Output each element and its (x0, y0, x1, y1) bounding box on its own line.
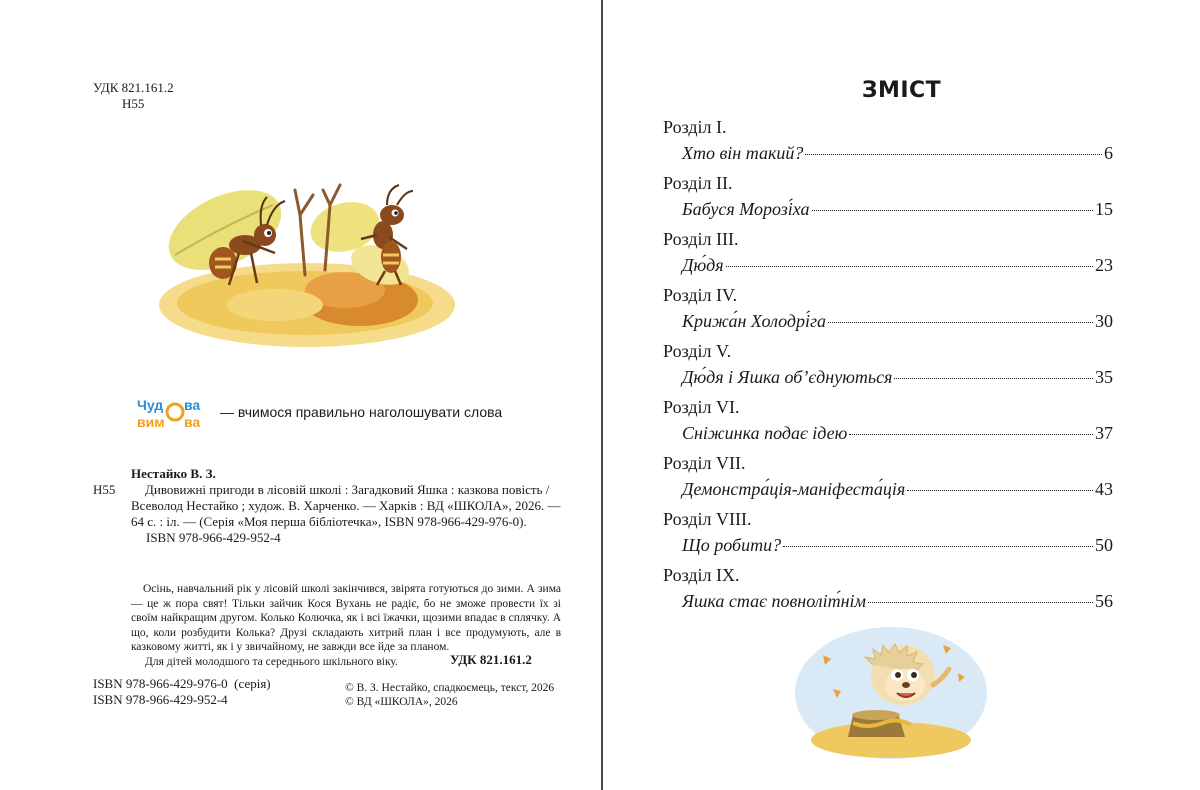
toc-chapter-name: Хто він такий? (682, 143, 804, 163)
toc-title: ЗМІСТ (861, 78, 942, 103)
toc-section: Розділ IX. (663, 565, 740, 585)
toc-leader (805, 154, 1102, 155)
toc-item[interactable] (663, 565, 1113, 621)
toc-page-number: 56 (1095, 591, 1113, 611)
toc-page-number: 23 (1095, 255, 1113, 275)
bib-isbn: ISBN 978-966-429-952-4 (146, 530, 281, 545)
annotation-audience: Для дітей молодшого та середнього шкільного віку. (145, 655, 398, 668)
toc-section: Розділ III. (663, 229, 739, 249)
toc-section: Розділ VI. (663, 397, 740, 417)
bibliographic-record (93, 466, 563, 546)
hedgehog-illustration (793, 625, 989, 760)
bib-description: Дивовижні пригоди в лісовій школі : Загадковий Яшка : казкова повість / Всеволод Нестайко ; худож. В. Харченко. — Харків : ВД «ШКОЛА», 2026. — 64 с. : іл. — (Серія «Моя перша бібліотечка», ISBN 978-966-429-976-0). (131, 482, 561, 529)
toc-page-number: 43 (1095, 479, 1113, 499)
toc-leader (849, 434, 1093, 435)
toc-chapter-name: Яшка стає повноліт́нім (682, 591, 867, 611)
toc-item[interactable] (663, 285, 1113, 341)
toc-section: Розділ II. (663, 173, 733, 193)
toc-leader (783, 546, 1093, 547)
toc-chapter-name: Крижа́н Холодрі́га (682, 311, 827, 331)
toc-item[interactable] (663, 341, 1113, 397)
toc-item[interactable] (663, 173, 1113, 229)
toc-section: Розділ VIII. (663, 509, 752, 529)
toc-page-number: 35 (1095, 367, 1113, 387)
toc-page-number: 15 (1095, 199, 1113, 219)
annotation-text: Осінь, навчальний рік у лісовій школі закінчився, звірята готуються до зими. А зима — це ж пора свят! Тільки зайчик Кося Вухань не радіє, бо не зможе провести їх зі своїм найкращим другом. Колько Колючка, як і всі їжачки, щозими впадає в сплячку. А що, коли розбудити Колька? Друзі складають хитрий план і все продумують, але в казковому житті, як і у звичайному, не завжди все йде за планом. (131, 583, 561, 653)
toc-page-number: 6 (1104, 143, 1113, 163)
toc-section: Розділ IV. (663, 285, 738, 305)
isbn-series: ISBN 978-966-429-976-0 (серія) (93, 676, 271, 691)
toc-section: Розділ V. (663, 341, 732, 361)
chudova-caption: — вчимося правильно наголошувати слова (220, 404, 503, 420)
bib-code: Н55 (93, 482, 116, 497)
toc-page-number: 30 (1095, 311, 1113, 331)
author-mark: Н55 (122, 96, 145, 111)
svg-text:ва: ва (184, 414, 201, 430)
chudova-vymova-logo (137, 395, 219, 431)
copyright-publisher: © ВД «ШКОЛА», 2026 (345, 696, 458, 708)
toc-leader (828, 322, 1093, 323)
toc-section: Розділ VII. (663, 453, 746, 473)
toc-leader (868, 602, 1093, 603)
toc-item[interactable] (663, 509, 1113, 565)
toc-chapter-name: Бабуся Морозі́ха (682, 199, 810, 219)
svg-text:ва: ва (184, 397, 201, 413)
copyright-text: © В. З. Нестайко, спадкоємець, текст, 2026 (345, 682, 555, 694)
toc-chapter-name: Демонстра́ція-маніфеста́ція (682, 479, 906, 499)
right-page (603, 0, 1200, 790)
copyright (345, 681, 554, 709)
svg-text:Чуд: Чуд (137, 397, 164, 413)
table-of-contents (663, 117, 1113, 621)
toc-leader (907, 490, 1093, 491)
toc-page-number: 37 (1095, 423, 1113, 443)
toc-item[interactable] (663, 453, 1113, 509)
isbn-list (93, 676, 271, 708)
toc-chapter-name: Дю́дя (682, 255, 724, 275)
toc-item[interactable] (663, 229, 1113, 285)
toc-page-number: 50 (1095, 535, 1113, 555)
isbn-book: ISBN 978-966-429-952-4 (93, 692, 228, 707)
udk-code: УДК 821.161.2 (93, 80, 174, 95)
toc-chapter-name: Сніжинка подає ідею (682, 423, 848, 443)
toc-leader (726, 266, 1093, 267)
toc-item[interactable] (663, 397, 1113, 453)
svg-text:вим: вим (137, 414, 165, 430)
toc-leader (812, 210, 1093, 211)
toc-leader (894, 378, 1093, 379)
ants-illustration (155, 175, 460, 350)
udk-header (93, 80, 174, 112)
udk-footer: УДК 821.161.2 (450, 652, 532, 667)
bib-author: Нестайко В. З. (131, 466, 216, 481)
toc-chapter-name: Що робити? (682, 535, 782, 555)
toc-chapter-name: Дю́дя і Яшка об’єднуються (682, 367, 893, 387)
toc-item[interactable] (663, 117, 1113, 173)
toc-section: Розділ I. (663, 117, 727, 137)
